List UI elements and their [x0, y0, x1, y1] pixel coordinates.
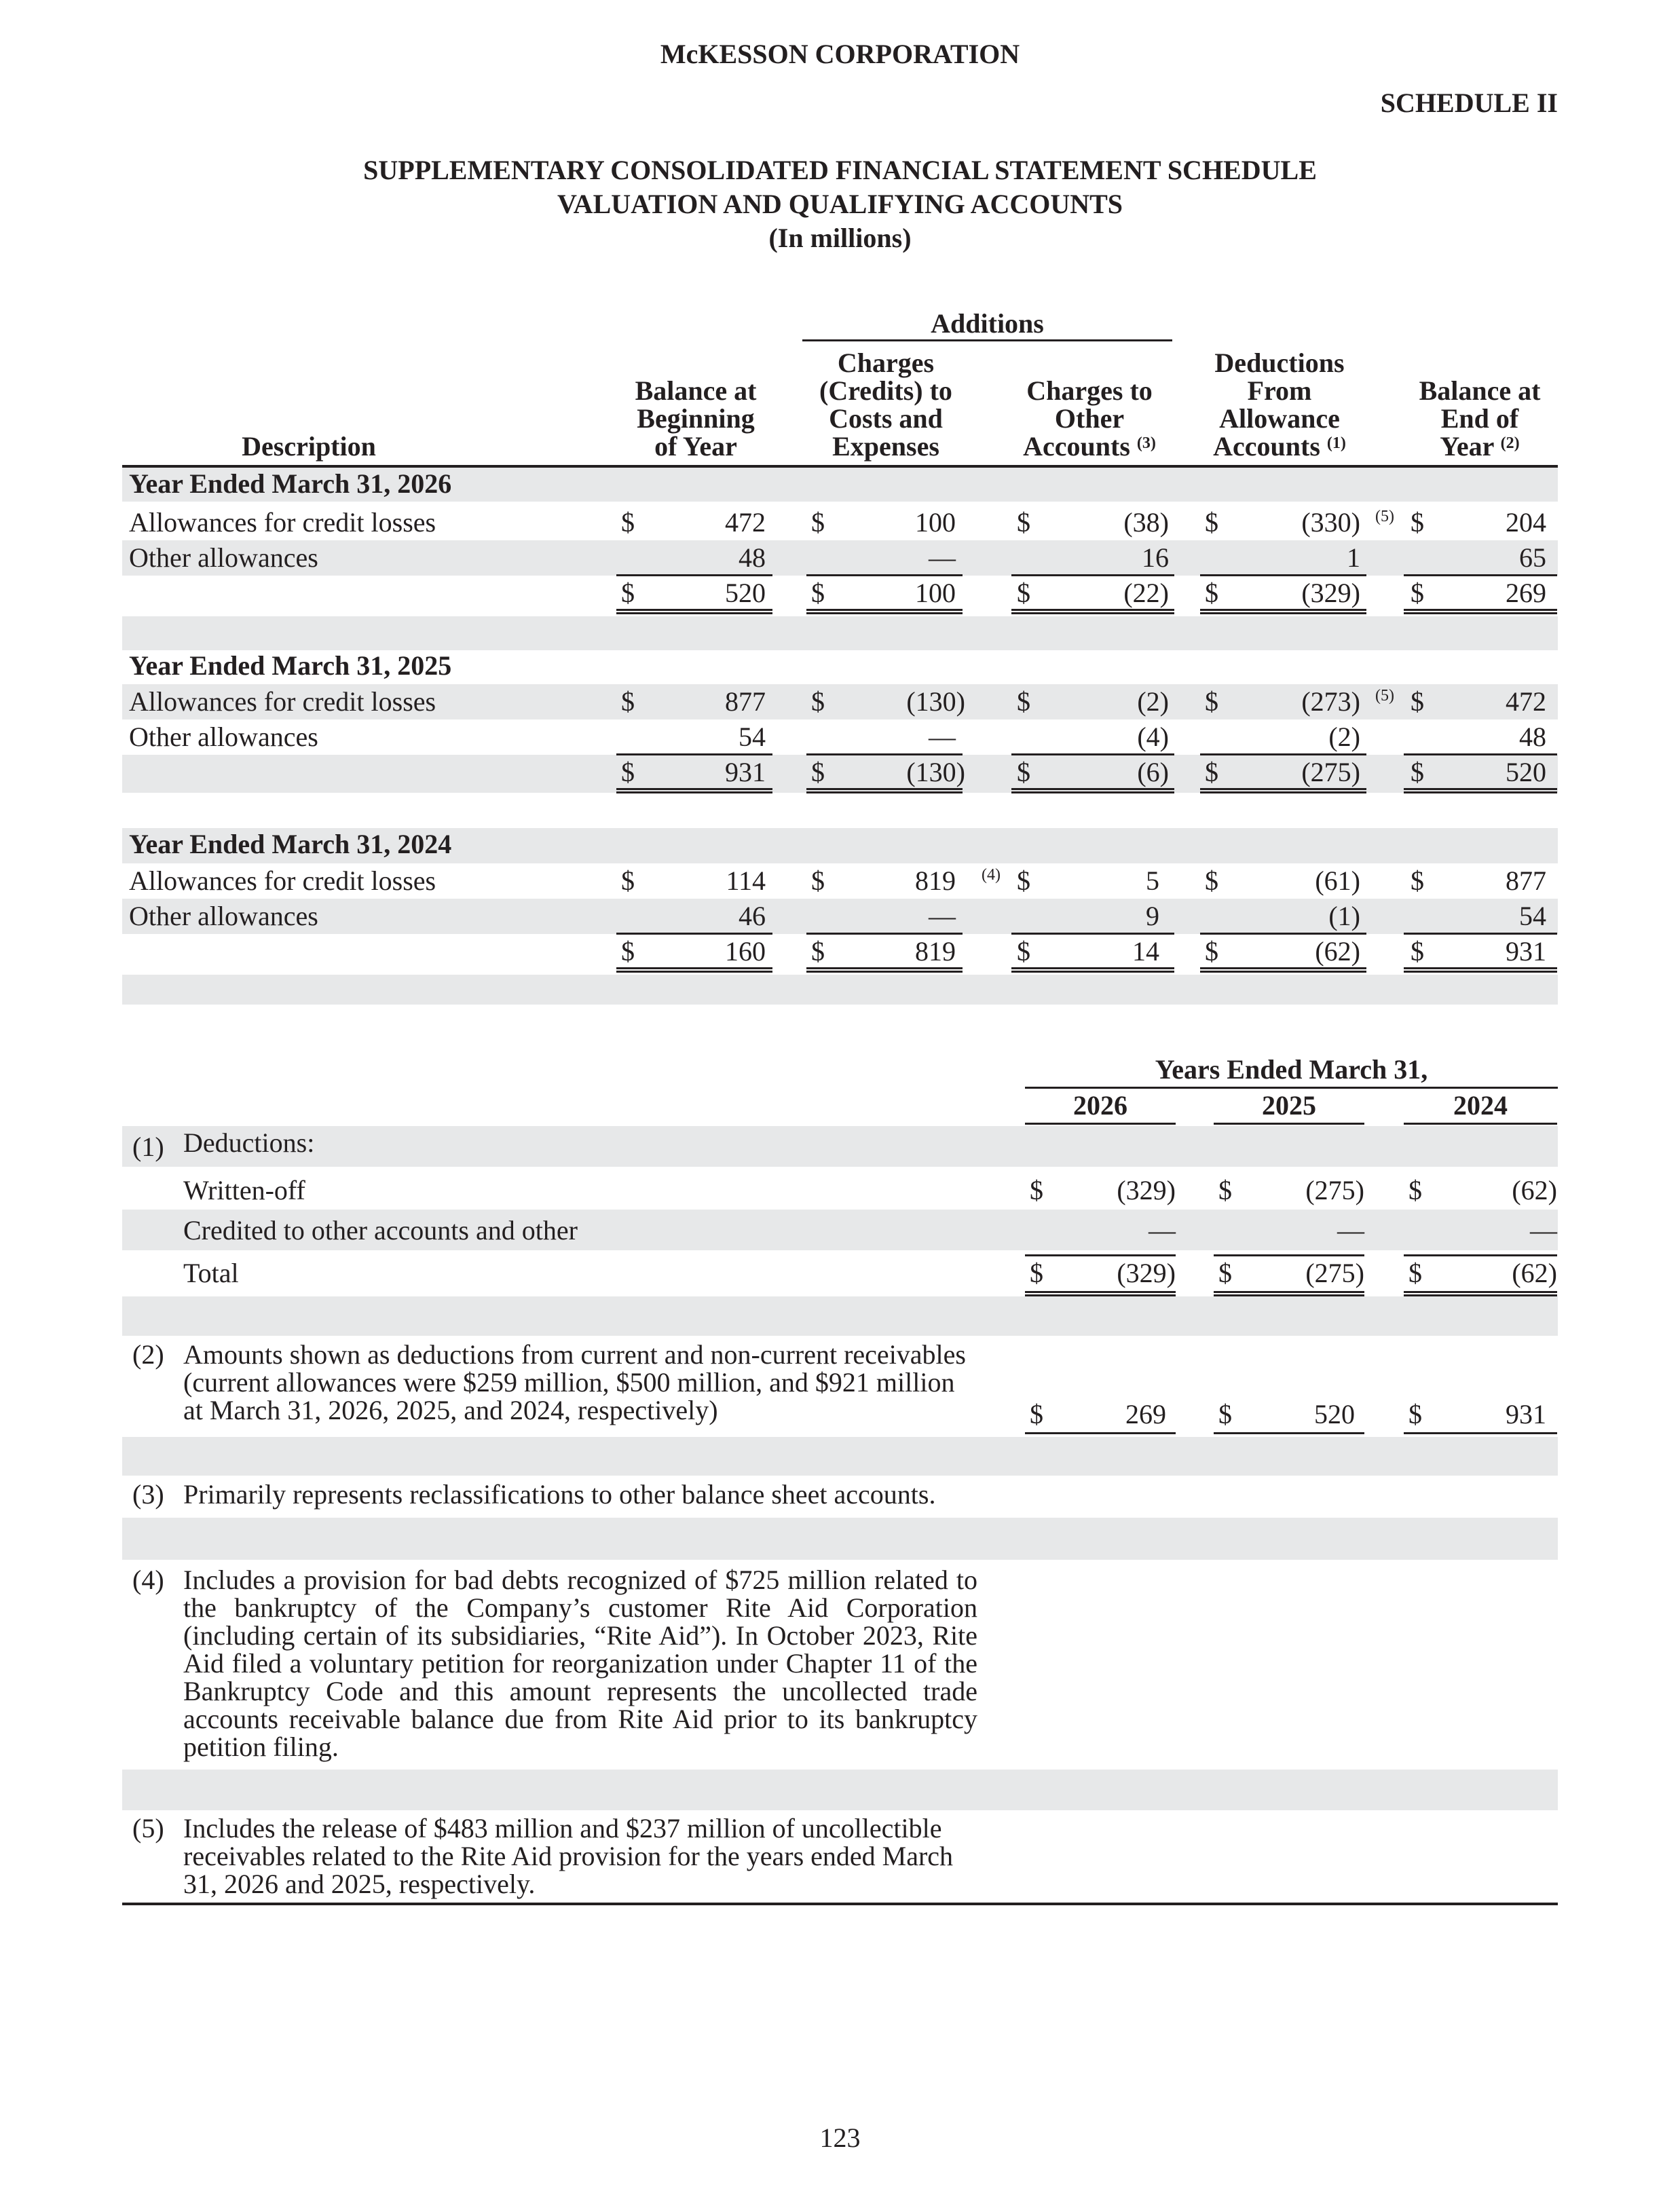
- additions-header: Additions: [931, 308, 1044, 339]
- total-row: [0, 934, 1680, 975]
- currency-symbol: $: [1218, 1258, 1232, 1288]
- currency-symbol: $: [1408, 1399, 1422, 1429]
- currency-symbol: $: [1411, 865, 1424, 896]
- currency-symbol: $: [811, 865, 825, 896]
- deductions-label: Deductions:: [183, 1127, 315, 1158]
- row-label: Other allowances: [129, 722, 318, 752]
- charges-costs-total: 100: [915, 578, 956, 608]
- charges-other-value: 5: [1146, 865, 1159, 896]
- deductions-value: 1: [1347, 542, 1360, 573]
- currency-symbol: $: [1411, 936, 1424, 967]
- balance-begin-total: 931: [725, 757, 766, 787]
- row-label: Allowances for credit losses: [129, 865, 436, 896]
- currency-symbol: $: [1017, 865, 1030, 896]
- row-label: Allowances for credit losses: [129, 686, 436, 717]
- currency-symbol: $: [1017, 757, 1030, 787]
- currency-symbol: $: [621, 865, 635, 896]
- footnote-marker: (2): [132, 1339, 164, 1370]
- footnote-marker: (5): [132, 1813, 164, 1844]
- charges-other-value: (2): [1137, 686, 1169, 717]
- deductions-value: (2): [1328, 722, 1360, 752]
- row-label: Total: [183, 1258, 239, 1288]
- title-line-2: VALUATION AND QUALIFYING ACCOUNTS: [557, 189, 1123, 219]
- charges-costs-header: Charges (Credits) to Costs and Expenses: [819, 348, 952, 462]
- year-header-2026: 2026: [1073, 1090, 1127, 1121]
- balance-begin-total: 520: [725, 578, 766, 608]
- charges-costs-value: 100: [915, 507, 956, 538]
- row-label: Other allowances: [129, 901, 318, 931]
- charges-costs-value: (130): [906, 686, 965, 717]
- balance-begin-value: 472: [725, 507, 766, 538]
- balance-end-header: Balance at End of Year $^{(2)}$: [1419, 375, 1541, 462]
- currency-symbol: $: [1205, 686, 1218, 717]
- footnote-3-text: Primarily represents reclassifications to other balance sheet accounts.: [183, 1479, 936, 1510]
- row-label: Written-off: [183, 1175, 305, 1205]
- table-row: [0, 540, 1680, 576]
- total-2026: (329): [1117, 1258, 1176, 1288]
- footnote-marker: (3): [132, 1479, 164, 1510]
- deductions-value: (330): [1301, 507, 1360, 538]
- description-header: Description: [242, 431, 376, 462]
- currency-symbol: $: [1205, 865, 1218, 896]
- charges-costs-value: 819: [915, 865, 956, 896]
- currency-symbol: $: [621, 936, 635, 967]
- schedule-title: [0, 153, 1680, 255]
- value-2025: 520: [1314, 1399, 1355, 1429]
- currency-symbol: $: [811, 507, 825, 538]
- currency-symbol: $: [811, 686, 825, 717]
- table-row: [0, 1213, 1680, 1248]
- currency-symbol: $: [811, 936, 825, 967]
- years-header: Years Ended March 31,: [1155, 1054, 1428, 1085]
- credited-2024: —: [1530, 1215, 1557, 1246]
- balance-begin-value: 54: [739, 722, 766, 752]
- total-2025: (275): [1305, 1258, 1364, 1288]
- footnote-marker: (5): [1375, 508, 1394, 525]
- footnote-4-text: Includes a provision for bad debts recognized of $725 million related to the bankruptcy of the Company’s customer Rite Aid Corporation (including certain of its subsidiaries, “Rite Aid”). In October 2023, Rite Aid filed a voluntary petition for reorganization under Chapter 11 of the Bankruptcy Code and this amount represents the uncollected trade accounts receivable balance due from Rite Aid prior to its bankruptcy petition filing.: [183, 1565, 977, 1762]
- balance-begin-total: 160: [725, 936, 766, 967]
- row-label: Credited to other accounts and other: [183, 1215, 578, 1246]
- credited-2025: —: [1337, 1215, 1364, 1246]
- section-label-2026: Year Ended March 31, 2026: [129, 468, 452, 499]
- total-row: [0, 1256, 1680, 1296]
- currency-symbol: $: [1017, 507, 1030, 538]
- deductions-value: (273): [1301, 686, 1360, 717]
- footnote-5-text: Includes the release of $483 million and $237 million of uncollectible receivables related to the Rite Aid provision for the years ended March 31, 2026 and 2025, respectively.: [183, 1813, 954, 1899]
- currency-symbol: $: [1411, 578, 1424, 608]
- currency-symbol: $: [1218, 1175, 1232, 1205]
- currency-symbol: $: [1205, 936, 1218, 967]
- balance-end-value: 54: [1519, 901, 1546, 931]
- charges-costs-value: —: [929, 901, 956, 931]
- currency-symbol: $: [621, 686, 635, 717]
- currency-symbol: $: [1205, 507, 1218, 538]
- footnote-marker: (1): [132, 1131, 164, 1162]
- deductions-value: (61): [1315, 865, 1360, 896]
- balance-end-value: 877: [1506, 865, 1546, 896]
- currency-symbol: $: [1017, 936, 1030, 967]
- table-row: [0, 719, 1680, 755]
- balance-begin-value: 877: [725, 686, 766, 717]
- value-2026: 269: [1125, 1399, 1166, 1429]
- charges-other-value: 9: [1146, 901, 1159, 931]
- section-label-2025: Year Ended March 31, 2025: [129, 650, 452, 681]
- schedule-label: SCHEDULE II: [1380, 88, 1558, 118]
- title-line-1: SUPPLEMENTARY CONSOLIDATED FINANCIAL STATEMENT SCHEDULE: [363, 155, 1317, 185]
- charges-costs-total: (130): [906, 757, 965, 787]
- balance-end-value: 204: [1506, 507, 1546, 538]
- balance-end-value: 65: [1519, 542, 1546, 573]
- charges-other-total: (22): [1123, 578, 1169, 608]
- currency-symbol: $: [811, 757, 825, 787]
- balance-end-value: 472: [1506, 686, 1546, 717]
- currency-symbol: $: [1017, 578, 1030, 608]
- charges-costs-total: 819: [915, 936, 956, 967]
- section-label-2024: Year Ended March 31, 2024: [129, 829, 452, 859]
- total-2024: (62): [1512, 1258, 1557, 1288]
- currency-symbol: $: [1218, 1399, 1232, 1429]
- currency-symbol: $: [1030, 1258, 1043, 1288]
- currency-symbol: $: [1411, 507, 1424, 538]
- table-row: [0, 1397, 1680, 1432]
- currency-symbol: $: [811, 578, 825, 608]
- table-row: [0, 863, 1680, 899]
- table-row: [0, 1173, 1680, 1208]
- deductions-total: (329): [1301, 578, 1360, 608]
- currency-symbol: $: [1205, 757, 1218, 787]
- table-row: [0, 505, 1680, 540]
- currency-symbol: $: [1411, 686, 1424, 717]
- table-row: [0, 899, 1680, 934]
- bottom-rule: [122, 1903, 1558, 1905]
- year-header-2024: 2024: [1453, 1090, 1508, 1121]
- charges-other-value: (38): [1123, 507, 1169, 538]
- footnote-marker: (4): [982, 866, 1001, 884]
- deductions-total: (275): [1301, 757, 1360, 787]
- year-header-2025: 2025: [1262, 1090, 1316, 1121]
- footnote-marker: (4): [132, 1565, 164, 1595]
- charges-other-header: Charges to Other Accounts $^{(3)}$: [1023, 375, 1156, 462]
- currency-symbol: $: [1017, 686, 1030, 717]
- currency-symbol: $: [621, 578, 635, 608]
- credited-2026: —: [1149, 1215, 1176, 1246]
- additions-rule: [802, 339, 1172, 341]
- balance-end-total: 520: [1506, 757, 1546, 787]
- row-label: Allowances for credit losses: [129, 507, 436, 538]
- balance-begin-header: Balance at Beginning of Year: [635, 375, 757, 462]
- charges-other-value: (4): [1137, 722, 1169, 752]
- currency-symbol: $: [621, 507, 635, 538]
- written-off-2026: (329): [1117, 1175, 1176, 1205]
- balance-end-value: 48: [1519, 722, 1546, 752]
- footnote-2-text: Amounts shown as deductions from current and non-current receivables (current allowances were $259 million, $500 million, and $921 million at March 31, 2026, 2025, and 2024, respectively): [183, 1339, 966, 1425]
- currency-symbol: $: [621, 757, 635, 787]
- title-line-3: (In millions): [768, 223, 912, 253]
- deductions-header: Deductions From Allowance Accounts $^{(1)}$: [1213, 348, 1346, 462]
- page-number: 123: [819, 2122, 861, 2153]
- value-2024: 931: [1506, 1399, 1546, 1429]
- charges-other-value: 16: [1142, 542, 1169, 573]
- currency-symbol: $: [1030, 1175, 1043, 1205]
- balance-end-total: 269: [1506, 578, 1546, 608]
- written-off-2025: (275): [1305, 1175, 1364, 1205]
- written-off-2024: (62): [1512, 1175, 1557, 1205]
- total-row: [0, 755, 1680, 796]
- footnote-marker: (5): [1375, 687, 1394, 705]
- currency-symbol: $: [1411, 757, 1424, 787]
- currency-symbol: $: [1205, 578, 1218, 608]
- balance-begin-value: 48: [739, 542, 766, 573]
- balance-begin-value: 114: [726, 865, 766, 896]
- currency-symbol: $: [1408, 1258, 1422, 1288]
- deductions-total: (62): [1315, 936, 1360, 967]
- total-row: [0, 576, 1680, 616]
- table-row: [0, 684, 1680, 719]
- deductions-value: (1): [1328, 901, 1360, 931]
- charges-other-total: (6): [1137, 757, 1169, 787]
- row-label: Other allowances: [129, 542, 318, 573]
- charges-costs-value: —: [929, 542, 956, 573]
- company-name: McKESSON CORPORATION: [660, 39, 1020, 69]
- currency-symbol: $: [1030, 1399, 1043, 1429]
- balance-end-total: 931: [1506, 936, 1546, 967]
- balance-begin-value: 46: [739, 901, 766, 931]
- charges-costs-value: —: [929, 722, 956, 752]
- charges-other-total: 14: [1132, 936, 1159, 967]
- currency-symbol: $: [1408, 1175, 1422, 1205]
